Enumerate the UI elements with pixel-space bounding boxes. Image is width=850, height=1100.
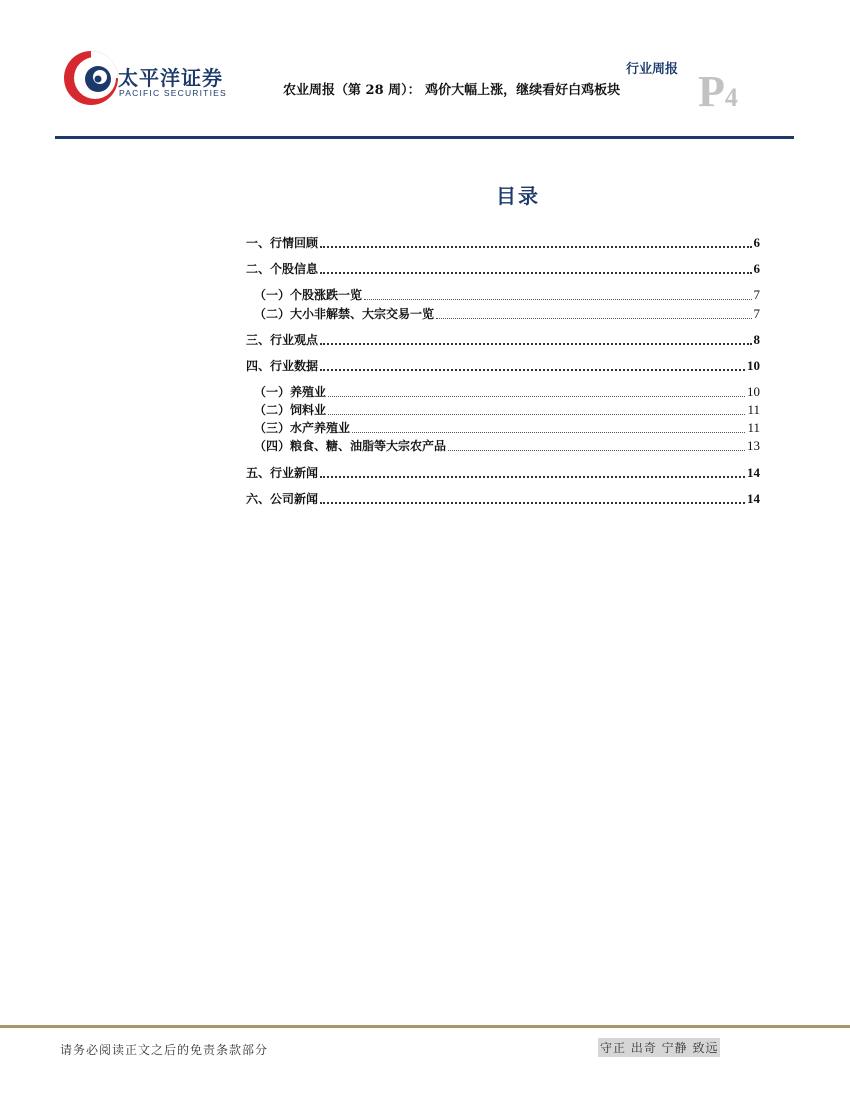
toc-entry-page: 10 xyxy=(747,384,760,399)
toc-leader-dots xyxy=(436,318,751,319)
toc-entry-label: 一、行情回顾 xyxy=(246,236,319,250)
toc-entry-industry-data[interactable] xyxy=(246,358,760,374)
pacific-securities-logo-icon xyxy=(60,45,122,107)
brand-name-cn: 太平洋证券 xyxy=(118,66,223,90)
toc-title: 目录 xyxy=(496,184,540,208)
toc-entry-label: （四）粮食、糖、油脂等大宗农产品 xyxy=(254,439,447,453)
toc-entry-industry-news[interactable] xyxy=(246,465,760,481)
toc-leader-dots xyxy=(320,343,751,345)
toc-leader-dots xyxy=(352,432,745,433)
page-number xyxy=(698,67,738,116)
toc-entry-label: （一）个股涨跌一览 xyxy=(254,288,363,302)
toc-entry-industry-view[interactable] xyxy=(246,332,760,348)
toc-entry-label: （二）饲料业 xyxy=(254,403,327,417)
toc-entry-page: 6 xyxy=(753,261,760,276)
toc-leader-dots xyxy=(448,450,745,451)
toc-entry-stock-info[interactable] xyxy=(246,261,760,277)
toc-entry-label: （一）养殖业 xyxy=(254,385,327,399)
toc-entry-page: 7 xyxy=(753,287,760,302)
toc-entry-label: 五、行业新闻 xyxy=(246,466,319,480)
toc-entry-label: 三、行业观点 xyxy=(246,333,319,347)
toc-leader-dots xyxy=(320,502,745,504)
toc-entry-label: 四、行业数据 xyxy=(246,359,319,373)
toc-entry-company-news[interactable] xyxy=(246,491,760,507)
toc-leader-dots xyxy=(320,272,751,274)
toc-leader-dots xyxy=(328,396,745,397)
toc-entry-unlock-block-trade[interactable] xyxy=(254,306,760,322)
toc-entry-bulk-commodities[interactable] xyxy=(254,438,760,454)
toc-entry-label: 二、个股信息 xyxy=(246,262,319,276)
footer-divider xyxy=(0,1025,850,1028)
toc-entry-page: 13 xyxy=(747,438,760,453)
toc-entry-feed[interactable] xyxy=(254,402,760,418)
toc-leader-dots xyxy=(328,414,745,415)
toc-entry-label: （三）水产养殖业 xyxy=(254,421,351,435)
report-title: 农业周报（第 28 周）： 鸡价大幅上涨，继续看好白鸡板块 xyxy=(283,83,621,98)
toc-entry-page: 14 xyxy=(747,491,760,506)
header-divider xyxy=(55,136,794,139)
toc-entry-livestock[interactable] xyxy=(254,384,760,400)
toc-entry-market-review[interactable] xyxy=(246,235,760,251)
toc-entry-page: 6 xyxy=(753,235,760,250)
page-prefix: P xyxy=(698,67,725,116)
toc-leader-dots xyxy=(364,299,751,300)
page-number-value: 4 xyxy=(724,83,738,112)
toc-entry-page: 8 xyxy=(753,332,760,347)
brand-name-en: PACIFIC SECURITIES xyxy=(119,88,227,98)
toc-entry-page: 7 xyxy=(753,306,760,321)
footer-disclaimer: 请务必阅读正文之后的免责条款部分 xyxy=(60,1043,269,1057)
toc-entry-page: 14 xyxy=(747,465,760,480)
toc-entry-aquaculture[interactable] xyxy=(254,420,760,436)
toc-leader-dots xyxy=(320,369,745,371)
toc-entry-label: （二）大小非解禁、大宗交易一览 xyxy=(254,307,435,321)
toc-entry-page: 11 xyxy=(747,420,760,435)
toc-entry-page: 10 xyxy=(747,358,760,373)
toc-entry-page: 11 xyxy=(747,402,760,417)
toc-leader-dots xyxy=(320,476,745,478)
toc-entry-label: 六、公司新闻 xyxy=(246,492,319,506)
footer-motto: 守正 出奇 宁静 致远 xyxy=(598,1038,720,1057)
report-type: 行业周报 xyxy=(626,62,679,77)
toc-leader-dots xyxy=(320,246,751,248)
toc-entry-stock-moves[interactable] xyxy=(254,287,760,303)
